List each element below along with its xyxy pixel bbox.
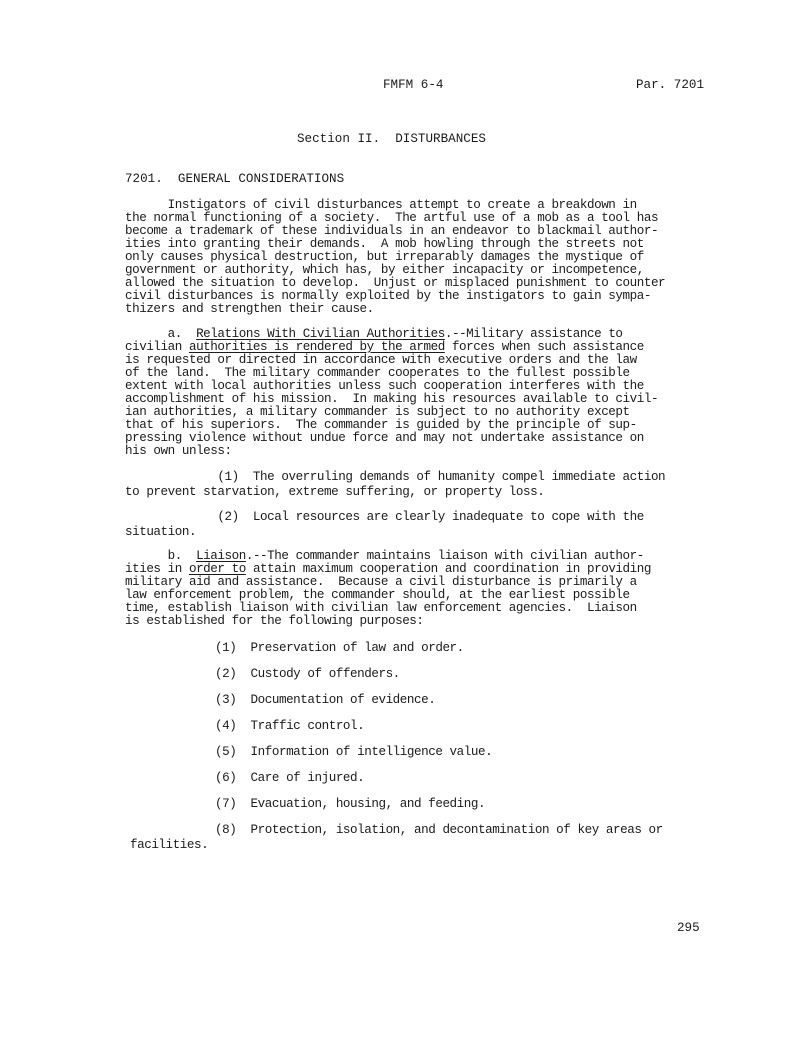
text-segment: attain maximum cooperation and coordination in providing: [245, 562, 651, 576]
subparagraph-title: Relations With Civilian Authorities: [196, 327, 445, 341]
underlined-segment: authorities is rendered by the armed: [188, 340, 445, 354]
list-item: (4) Traffic control.: [215, 719, 365, 733]
text-line: Instigators of civil disturbances attempt to create a breakdown in: [125, 198, 637, 212]
paragraph-reference: Par. 7201: [636, 78, 705, 92]
text-line: allowed the situation to develop. Unjust or misplaced punishment to counter: [125, 276, 666, 290]
text-line: (1) The overruling demands of humanity compel immediate action: [125, 470, 666, 484]
text-line: the normal functioning of a society. The artful use of a mob as a tool has: [125, 211, 659, 225]
text-line: (2) Local resources are clearly inadequate to cope with the: [125, 510, 644, 524]
document-id: FMFM 6-4: [383, 78, 444, 92]
list-item: (3) Documentation of evidence.: [215, 693, 436, 707]
text-segment: .--The commander maintains liaison with civilian author-: [245, 549, 644, 563]
text-segment: civilian: [125, 340, 189, 354]
text-line: situation.: [125, 525, 197, 539]
list-item: (1) Preservation of law and order.: [215, 641, 464, 655]
text-line: of the land. The military commander cooperates to the fullest possible: [125, 366, 630, 380]
list-item: (2) Custody of offenders.: [215, 667, 400, 681]
list-item: (5) Information of intelligence value.: [215, 745, 493, 759]
text-line: extent with local authorities unless such cooperation interferes with the: [125, 379, 644, 393]
underlined-segment: order to: [188, 562, 246, 576]
subparagraph-label: b.: [125, 549, 197, 563]
text-line: to prevent starvation, extreme suffering, or property loss.: [125, 485, 545, 499]
text-line: his own unless:: [125, 444, 232, 458]
text-line: that of his superiors. The commander is guided by the principle of sup-: [125, 418, 637, 432]
text-segment: .--Military assistance to: [444, 327, 623, 341]
text-line: civil disturbances is normally exploited by the instigators to gain sympa-: [125, 289, 651, 303]
text-line: time, establish liaison with civilian law enforcement agencies. Liaison: [125, 601, 637, 615]
text-line: military aid and assistance. Because a civil disturbance is primarily a: [125, 575, 637, 589]
section-title: Section II. DISTURBANCES: [297, 132, 486, 146]
list-item: (8) Protection, isolation, and decontamination of key areas or: [215, 823, 663, 837]
text-line: accomplishment of his mission. In making his resources available to civil-: [125, 392, 659, 406]
text-line: law enforcement problem, the commander should, at the earliest possible: [125, 588, 630, 602]
text-line: is established for the following purposes:: [125, 614, 424, 628]
text-line: ities into granting their demands. A mob howling through the streets not: [125, 237, 644, 251]
text-line: facilities.: [130, 838, 209, 852]
text-segment: forces when such assistance: [444, 340, 644, 354]
list-item: (7) Evacuation, housing, and feeding.: [215, 797, 486, 811]
text-segment: ities in: [125, 562, 189, 576]
text-line: thizers and strengthen their cause.: [125, 302, 374, 316]
subparagraph-title: Liaison: [196, 549, 246, 563]
text-line: is requested or directed in accordance with executive orders and the law: [125, 353, 637, 367]
paragraph-heading: 7201. GENERAL CONSIDERATIONS: [125, 172, 345, 186]
text-line: only causes physical destruction, but irreparably damages the mystique of: [125, 250, 644, 264]
list-item: (6) Care of injured.: [215, 771, 365, 785]
subparagraph-label: a.: [125, 327, 197, 341]
text-line: become a trademark of these individuals in an endeavor to blackmail author-: [125, 224, 659, 238]
text-line: government or authority, which has, by either incapacity or incompetence,: [125, 263, 644, 277]
text-line: pressing violence without undue force and may not undertake assistance on: [125, 431, 644, 445]
page-number: 295: [677, 921, 700, 935]
text-line: ian authorities, a military commander is subject to no authority except: [125, 405, 630, 419]
